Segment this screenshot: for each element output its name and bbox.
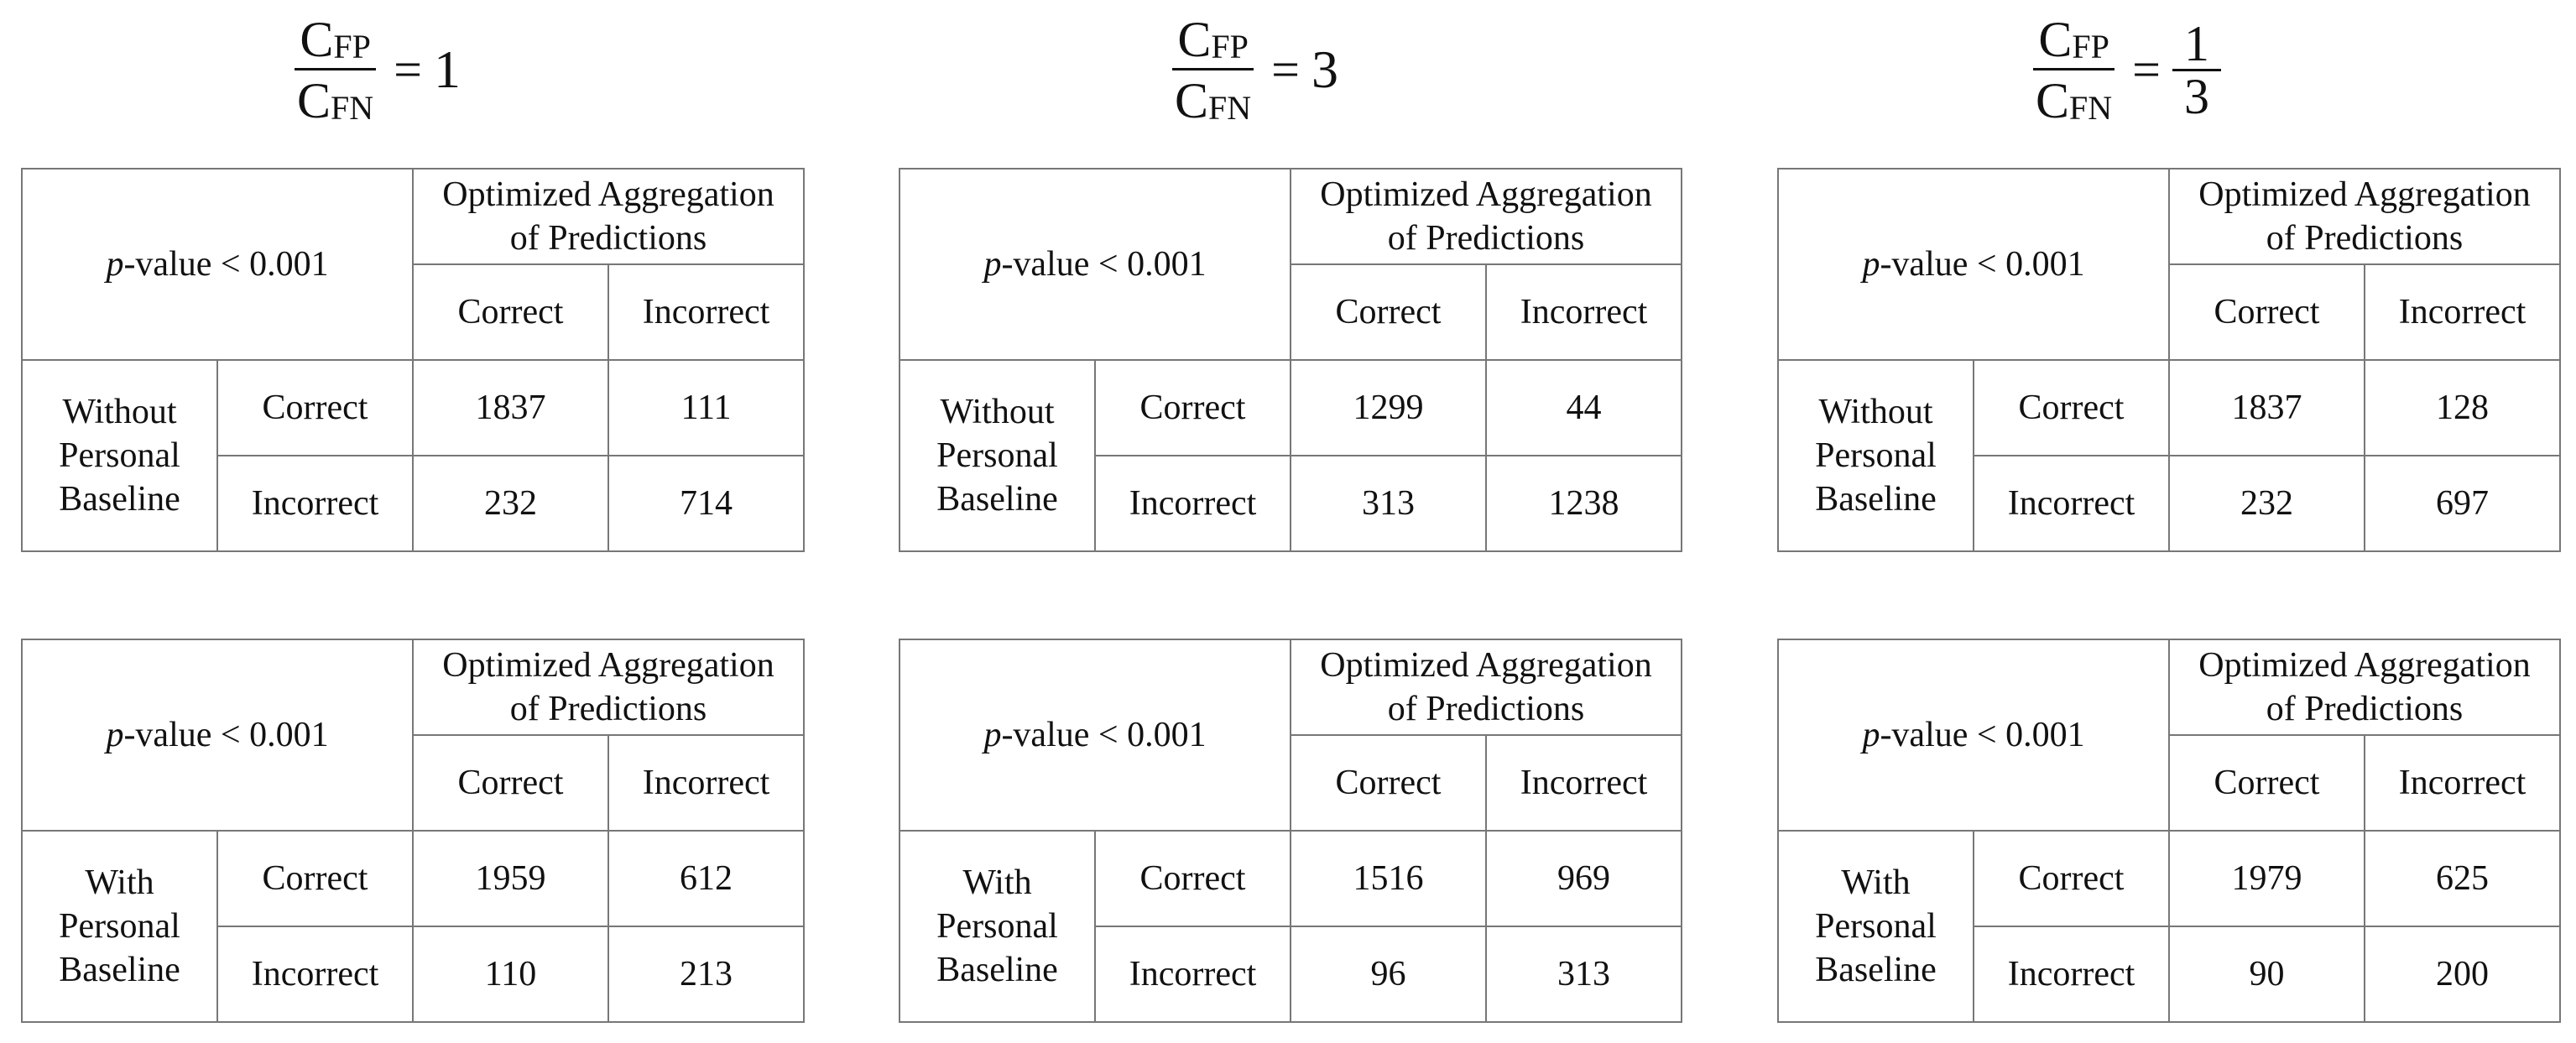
cell-value: 625 xyxy=(2365,831,2560,926)
ratio-value: 1 xyxy=(434,39,461,99)
ratio-denominator: 3 xyxy=(2184,68,2210,124)
equals-sign: = xyxy=(1271,42,1301,97)
cost-ratio-panel xyxy=(899,0,1679,1043)
cell-value: 96 xyxy=(1291,926,1486,1022)
fraction-numerator: CFP xyxy=(2033,14,2115,70)
column-header-incorrect: Incorrect xyxy=(2365,735,2560,831)
contingency-table xyxy=(899,639,1682,1023)
column-group-header: Optimized Aggregation of Predictions xyxy=(1291,169,1682,264)
p-value-label xyxy=(1778,639,2169,831)
p-value-label xyxy=(900,639,1291,831)
p-value-text: -value < 0.001 xyxy=(1001,245,1207,284)
equals-sign: = xyxy=(394,42,423,97)
column-group-header: Optimized Aggregation of Predictions xyxy=(413,169,804,264)
fraction-denominator: CFN xyxy=(2036,72,2113,128)
cost-ratio-formula xyxy=(2031,7,2221,133)
contingency-table xyxy=(1777,639,2561,1023)
p-italic: p xyxy=(106,245,124,284)
contingency-table xyxy=(21,639,805,1023)
row-header-incorrect: Incorrect xyxy=(1974,926,2169,1022)
fraction-denominator: CFN xyxy=(1175,72,1252,128)
p-value-label xyxy=(22,639,413,831)
cost-ratio-panel xyxy=(1777,0,2558,1043)
cell-value: 697 xyxy=(2365,456,2560,551)
row-header-correct: Correct xyxy=(1974,360,2169,456)
cost-ratio-fraction xyxy=(2031,11,2117,128)
cost-ratio-formula xyxy=(292,7,461,133)
column-header-incorrect: Incorrect xyxy=(608,735,804,831)
cell-value: 90 xyxy=(2169,926,2365,1022)
p-value-label xyxy=(900,169,1291,360)
cost-ratio-formula xyxy=(1170,7,1338,133)
row-header-correct: Correct xyxy=(217,360,413,456)
p-value-text: -value < 0.001 xyxy=(1001,716,1207,754)
row-header-incorrect: Incorrect xyxy=(217,456,413,551)
row-header-incorrect: Incorrect xyxy=(1095,456,1291,551)
p-value-text: -value < 0.001 xyxy=(1880,716,2085,754)
p-italic: p xyxy=(983,245,1002,284)
cell-value: 200 xyxy=(2365,926,2560,1022)
cell-value: 213 xyxy=(608,926,804,1022)
fraction-denominator: CFN xyxy=(297,72,374,128)
row-header-incorrect: Incorrect xyxy=(217,926,413,1022)
column-header-incorrect: Incorrect xyxy=(608,264,804,360)
p-italic: p xyxy=(1862,245,1880,284)
cell-value: 44 xyxy=(1486,360,1682,456)
cell-value: 110 xyxy=(413,926,608,1022)
cost-ratio-fraction xyxy=(292,11,378,128)
contingency-table xyxy=(1777,168,2561,552)
ratio-numerator: 1 xyxy=(2172,18,2221,71)
column-group-header: Optimized Aggregation of Predictions xyxy=(1291,639,1682,735)
cell-value: 313 xyxy=(1486,926,1682,1022)
row-header-correct: Correct xyxy=(1095,360,1291,456)
ratio-fraction xyxy=(2172,15,2221,124)
row-header-correct: Correct xyxy=(1095,831,1291,926)
column-group-header: Optimized Aggregation of Predictions xyxy=(2169,639,2560,735)
column-header-correct: Correct xyxy=(2169,264,2365,360)
column-header-correct: Correct xyxy=(413,264,608,360)
cell-value: 1837 xyxy=(413,360,608,456)
column-header-incorrect: Incorrect xyxy=(1486,264,1682,360)
cell-value: 232 xyxy=(413,456,608,551)
cell-value: 1837 xyxy=(2169,360,2365,456)
row-group-label: Without Personal Baseline xyxy=(22,360,217,551)
row-group-label: With Personal Baseline xyxy=(22,831,217,1022)
row-group-label: Without Personal Baseline xyxy=(900,360,1095,551)
cell-value: 313 xyxy=(1291,456,1486,551)
column-header-correct: Correct xyxy=(413,735,608,831)
equals-sign: = xyxy=(2132,42,2161,97)
cell-value: 1238 xyxy=(1486,456,1682,551)
p-italic: p xyxy=(983,716,1002,754)
cell-value: 1979 xyxy=(2169,831,2365,926)
p-value-label xyxy=(22,169,413,360)
row-header-correct: Correct xyxy=(217,831,413,926)
cell-value: 128 xyxy=(2365,360,2560,456)
column-group-header: Optimized Aggregation of Predictions xyxy=(413,639,804,735)
cost-ratio-fraction xyxy=(1170,11,1256,128)
column-header-incorrect: Incorrect xyxy=(2365,264,2560,360)
row-group-label: With Personal Baseline xyxy=(1778,831,1974,1022)
cell-value: 612 xyxy=(608,831,804,926)
row-header-incorrect: Incorrect xyxy=(1974,456,2169,551)
cell-value: 232 xyxy=(2169,456,2365,551)
column-header-correct: Correct xyxy=(2169,735,2365,831)
cell-value: 714 xyxy=(608,456,804,551)
column-header-correct: Correct xyxy=(1291,264,1486,360)
cell-value: 1516 xyxy=(1291,831,1486,926)
fraction-numerator: CFP xyxy=(1172,14,1254,70)
contingency-table xyxy=(21,168,805,552)
cell-value: 1959 xyxy=(413,831,608,926)
row-header-correct: Correct xyxy=(1974,831,2169,926)
cell-value: 111 xyxy=(608,360,804,456)
p-value-text: -value < 0.001 xyxy=(123,245,329,284)
column-header-incorrect: Incorrect xyxy=(1486,735,1682,831)
contingency-table xyxy=(899,168,1682,552)
column-header-correct: Correct xyxy=(1291,735,1486,831)
cost-ratio-panel xyxy=(21,0,801,1043)
ratio-value: 3 xyxy=(1311,39,1339,99)
column-group-header: Optimized Aggregation of Predictions xyxy=(2169,169,2560,264)
p-value-text: -value < 0.001 xyxy=(123,716,329,754)
cell-value: 1299 xyxy=(1291,360,1486,456)
p-italic: p xyxy=(106,716,124,754)
p-italic: p xyxy=(1862,716,1880,754)
row-group-label: With Personal Baseline xyxy=(900,831,1095,1022)
row-header-incorrect: Incorrect xyxy=(1095,926,1291,1022)
p-value-text: -value < 0.001 xyxy=(1880,245,2085,284)
cell-value: 969 xyxy=(1486,831,1682,926)
fraction-numerator: CFP xyxy=(295,14,376,70)
p-value-label xyxy=(1778,169,2169,360)
row-group-label: Without Personal Baseline xyxy=(1778,360,1974,551)
